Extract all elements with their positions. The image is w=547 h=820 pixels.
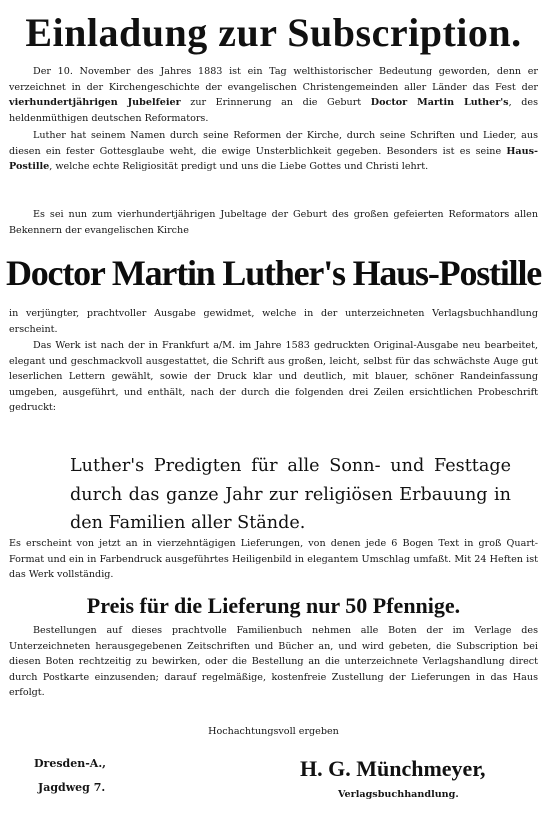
document-title: Einladung zur Subscription. bbox=[25, 10, 522, 55]
publisher-address bbox=[34, 752, 106, 800]
publisher-role: Verlagsbuchhandlung. bbox=[338, 789, 459, 800]
address-street: Jagdweg 7. bbox=[38, 781, 106, 794]
intro-text-c: , des heldenmüthigen deutschen Reformators. bbox=[9, 97, 538, 124]
intro-text-b: zur Erinnerung an die Geburt bbox=[180, 97, 371, 109]
intro-jubilee-emphasis: vierhundertjährigen Jubelfeier bbox=[9, 97, 181, 109]
closing-salutation: Hochachtungsvoll ergeben bbox=[208, 726, 339, 737]
intro-paragraph-3: Es sei nun zum vierhundertjährigen Jubeltage der Geburt des großen gefeierten Reformators allen Bekennern der evangelischen Kirche bbox=[9, 209, 538, 236]
body-paragraph-edition: in verjüngter, prachtvoller Ausgabe gewidmet, welche in der unterzeichneten Verlagsbuchhandlung erscheint. bbox=[9, 308, 538, 335]
intro-p2-text-a: Luther hat seinem Namen durch seine Reformen der Kirche, durch seine Schriften und Lieder, aus diesen ein fester Gottesglaube weht, die ewige Unsterblichkeit gegeben. Besonders ist es seine bbox=[9, 130, 538, 157]
sample-typeface-text: Luther's Predigten für alle Sonn- und Festtage durch das ganze Jahr zur religiösen Erbauung in den Familien aller Stände. bbox=[70, 456, 511, 533]
address-city: Dresden-A., bbox=[34, 757, 106, 770]
body-paragraph-work-description: Das Werk ist nach der in Frankfurt a/M. im Jahre 1583 gedruckten Original-Ausgabe neu bearbeitet, elegant und geschmackvoll ausgestattet, die Schrift aus großen, leicht, selbst für das schwächste Auge gut leserlichen Lettern gewählt, sowie der Druck klar und deutlich, mit blauer, schöner Randeinfassung umgeben, ausgeführt, und enthält, nach der durch die folgenden drei Zeilen ersichtlichen Probeschrift gedruckt: bbox=[9, 340, 538, 414]
intro-luther-name: Doctor Martin Luther's bbox=[370, 97, 509, 109]
intro-p2-text-b: , welche echte Religiosität predigt und uns die Liebe Gottes und Christi lehrt. bbox=[49, 161, 429, 173]
intro-text-a: Der 10. November des Jahres 1883 ist ein Tag welthistorischer Bedeutung geworden, denn er verzeichnet in der Kirchengeschichte der evangelischen Christengemeinden aller Länder das Fest der bbox=[9, 66, 538, 93]
publisher-name: H. G. Münchmeyer, bbox=[300, 756, 486, 781]
intro-postille-emphasis: Haus-Postille bbox=[9, 145, 538, 173]
delivery-paragraph: Es erscheint von jetzt an in vierzehntägigen Lieferungen, von denen jede 6 Bogen Text in groß Quart-Format und ein in Farbendruck ausgeführtes Heiligenbild in elegantem Umschlag umfaßt. Mit 24 Heften ist das Werk vollständig. bbox=[9, 538, 538, 581]
book-title-headline: Doctor Martin Luther's Haus-Postille bbox=[5, 253, 542, 293]
intro-paragraph-1 bbox=[9, 64, 538, 126]
ordering-paragraph: Bestellungen auf dieses prachtvolle Familienbuch nehmen alle Boten der im Verlage des Unterzeichneten herausgegebenen Zeitschriften und Bücher an, und wird gebeten, die Subscription bei diesen Boten rechtzeitig zu bewirken, oder die Bestellung an die unterzeichnete Verlagshandlung direct durch Postkarte einzusenden; darauf regelmäßige, kostenfreie Zustellung der Lieferungen in das Haus erfolgt. bbox=[9, 625, 538, 699]
intro-paragraph-2 bbox=[9, 128, 538, 175]
price-line: Preis für die Lieferung nur 50 Pfennige. bbox=[86, 593, 461, 618]
